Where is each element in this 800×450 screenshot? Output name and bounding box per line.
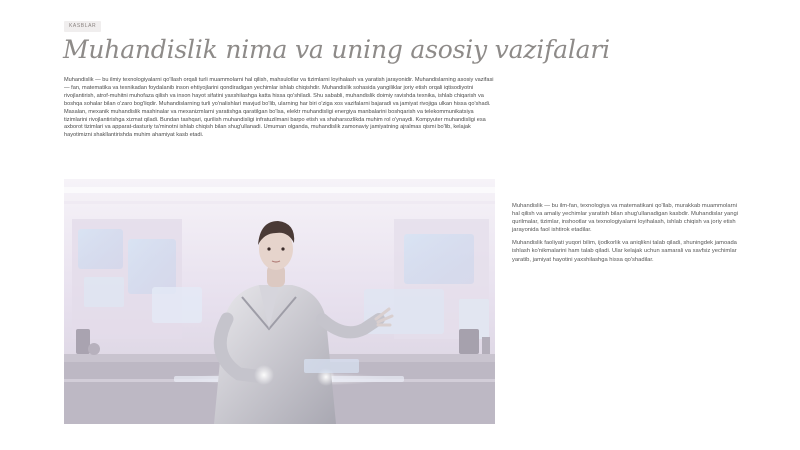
lab-scene-illustration — [64, 179, 495, 424]
side-text-block — [512, 202, 740, 269]
side-paragraph-2: Muhandislik faoliyati yuqori bilim, ijodkorlik va aniqlikni talab qiladi, shuningdek jamoada ishlash ko'nikmalarini ham talab qiladi. Ular kelajak uchun samarali va xavfsiz yechimlar yaratib, jamiyat hayotini yaxshilashga hissa qo'shadilar. — [512, 240, 737, 263]
intro-paragraph: Muhandislik — bu ilmiy texnologiyalarni qo'llash orqali turli muammolarni hal qilish, mahsulotlar va tizimlarni loyihalash va yaratish jarayonidir. Muhandislarning asosiy vazifasi — fan, matematika va texnikadan foydalanib inson ehtiyojlarini qondiradigan yechimlar ishlab chiqishdir. Muhandislik sohasida yangiliklar joriy etish orqali iqtisodiyotni rivojlantirish, atrof-muhitni muhofaza qilish va inson hayot sifatini yaxshilashga katta hissa qo'shiladi. Shu sababli, muhandislik doimiy ravishda texnika, ishlab chiqarish va boshqa sohalar bilan o'zaro bog'liqdir. Muhandislarning turli yo'nalishlari mavjud bo'lib, ularning har biri o'ziga xos vazifalarni bajaradi va jamiyat rivojiga ulkan hissa qo'shadi. Masalan, mexanik muhandislik mashinalar va mexanizmlarni yaratishga qaratilgan bo'lsa, elektr muhandisligi energiya manbalarini boshqarish va telekommunikatsiya tizimlarini rivojlantirishga xizmat qiladi. Bundan tashqari, qurilish muhandisligi infratuzilmani barpo etish va shaharsozlikda muhim rol o'ynaydi. Kompyuter muhandisligi esa axborot tizimlari va apparat-dasturiy ta'minotni ishlab chiqish bilan shug'ullanadi. Umuman olganda, muhandislik zamonaviy jamiyatning ajralmas qismi bo'lib, kelajak hayotimizni shakllantirishda muhim ahamiyat kasb etadi. — [64, 77, 494, 139]
category-badge: KASBLAR — [64, 21, 101, 32]
hero-image — [64, 179, 495, 424]
page-title: Muhandislik nima va uning asosiy vazifalari — [63, 35, 610, 64]
side-paragraph-1: Muhandislik — bu ilm-fan, texnologiya va matematikani qo'llab, murakkab muammolarni hal qilish va amaliy yechimlar yaratish bilan shug'ullanadigan kasbdir. Muhandislar yangi qurilmalar, tizimlar, inshootlar va texnologiyalarni loyihalash, ishlab chiqish va joriy etish jarayonida faol ishtirok etadilar. — [512, 203, 739, 234]
